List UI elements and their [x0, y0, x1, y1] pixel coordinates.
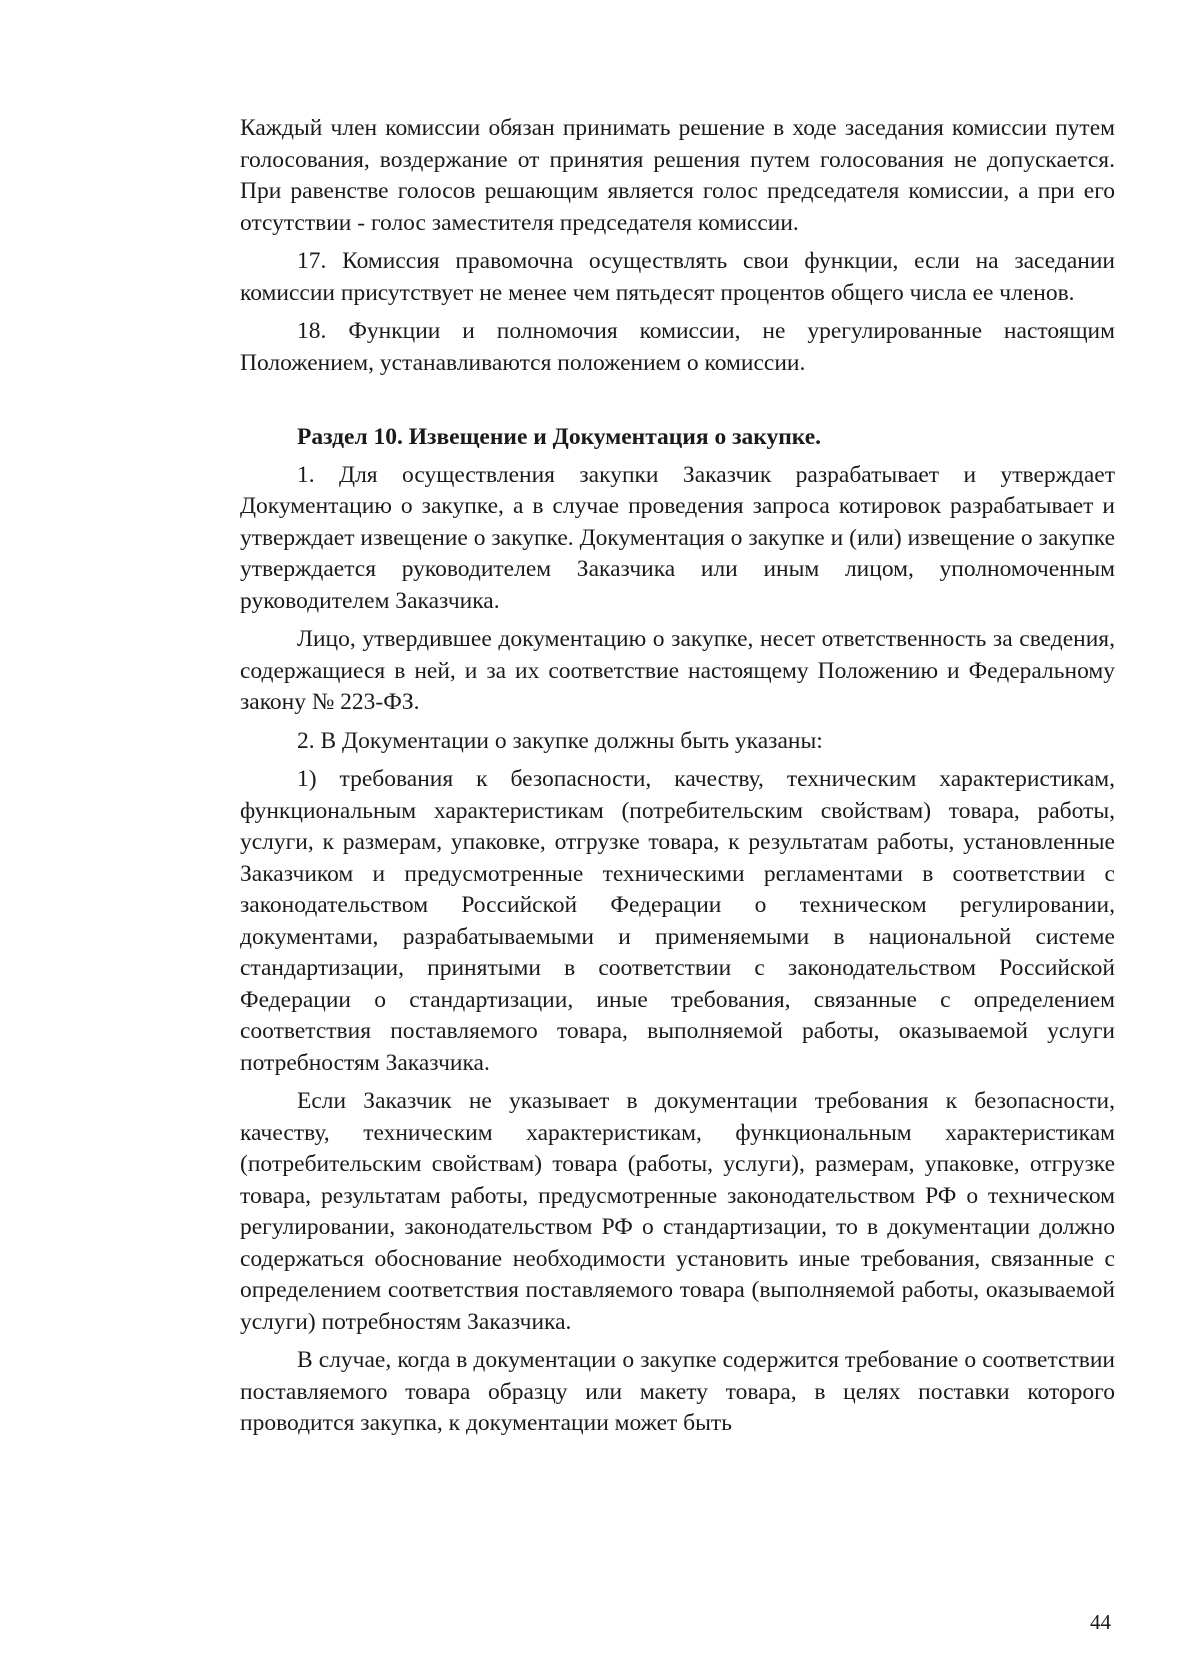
page-number: 44: [1090, 1610, 1111, 1634]
paragraph-item-2: 2. В Документации о закупке должны быть указаны:: [297, 727, 823, 754]
paragraph-commission-voting: Каждый член комиссии обязан принимать решение в ходе заседания комиссии путем голосования, воздержание от принятия решения путем голосования не допускается. При равенстве голосов решающим является голос председателя комиссии, а при его отсутствии - голос заместителя председателя комиссии.: [240, 115, 1115, 236]
paragraph-if-customer: Если Заказчик не указывает в документации требования к безопасности, качеству, техническим характеристикам, функциональным характеристикам (потребительским свойствам) товара (работы, услуги), размерам, упаковке, отгрузке товара, результатам работы, предусмотренные законодательством РФ о техническом регулировании, законодательством РФ о стандартизации, то в документации должно содержаться обоснование необходимости установить иные требования, связанные с определением соответствия поставляемого товара (выполняемой работы, оказываемой услуги) потребностям Заказчика.: [240, 1088, 1115, 1335]
paragraph-responsibility: Лицо, утвердившее документацию о закупке, несет ответственность за сведения, содержащиеся в ней, и за их соответствие настоящему Положению и Федеральному закону № 223-ФЗ.: [240, 626, 1115, 715]
paragraph-sample-requirement: В случае, когда в документации о закупке содержится требование о соответствии поставляемого товара образцу или макету товара, в целях поставки которого проводится закупка, к документации может быть: [240, 1347, 1115, 1436]
paragraph-subitem-1: 1) требования к безопасности, качеству, техническим характеристикам, функциональным характеристикам (потребительским свойствам) товара, работы, услуги, к размерам, упаковке, отгрузке товара, к результатам работы, установленные Заказчиком и предусмотренные техническими регламентами в соответствии с законодательством Российской Федерации о техническом регулировании, документами, разрабатываемыми и применяемыми в национальной системе стандартизации, принятыми в соответствии с законодательством Российской Федерации о стандартизации, иные требования, связанные с определением соответствия поставляемого товара, выполняемой работы, оказываемой услуги потребностям Заказчика.: [240, 766, 1115, 1076]
section-heading: Раздел 10. Извещение и Документация о закупке.: [297, 424, 822, 450]
paragraph-item-1: 1. Для осуществления закупки Заказчик разрабатывает и утверждает Документацию о закупке, а в случае проведения запроса котировок разрабатывает и утверждает извещение о закупке. Документация о закупке и (или) извещение о закупке утверждается руководителем Заказчика или иным лицом, уполномоченным руководителем Заказчика.: [240, 461, 1115, 614]
paragraph-item-18: 18. Функции и полномочия комиссии, не урегулированные настоящим Положением, устанавливаются положением о комиссии.: [240, 318, 1115, 376]
paragraph-item-17: 17. Комиссия правомочна осуществлять свои функции, если на заседании комиссии присутствует не менее чем пятьдесят процентов общего числа ее членов.: [240, 248, 1115, 306]
document-body: [240, 113, 1115, 1440]
